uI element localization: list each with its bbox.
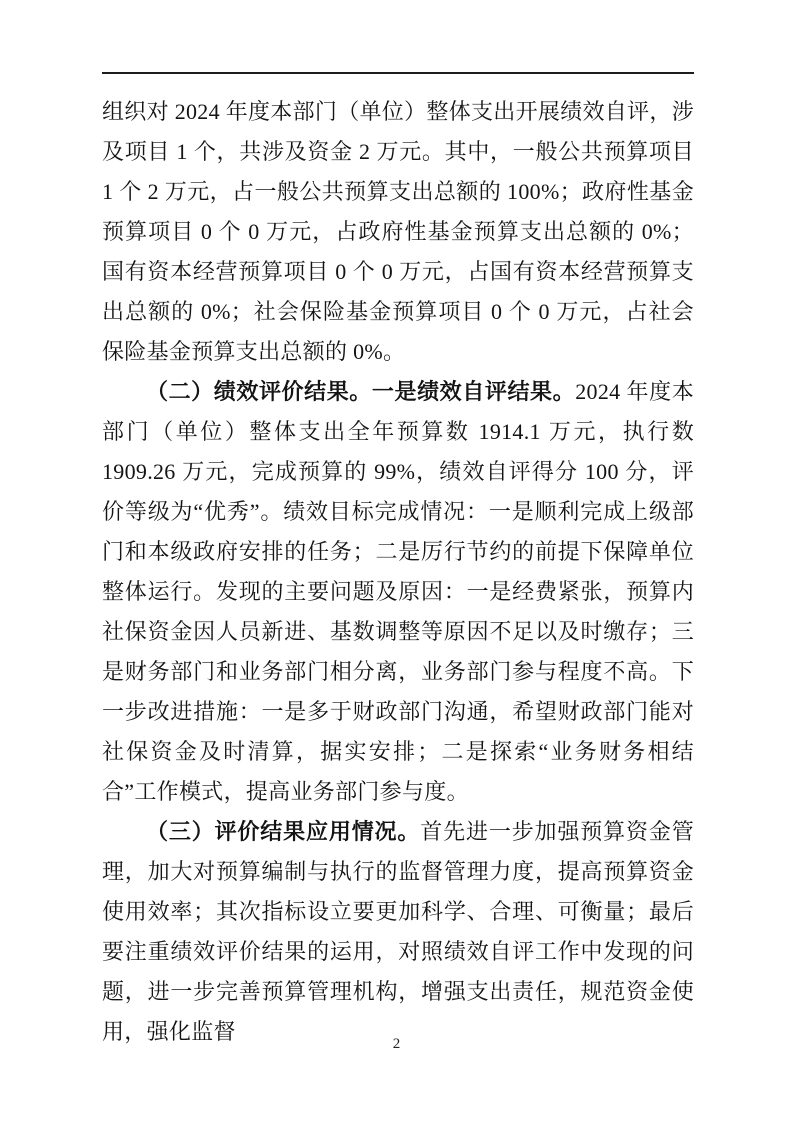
paragraph-section-2 xyxy=(102,372,694,812)
document-body xyxy=(102,92,694,1052)
paragraph-section-3 xyxy=(102,812,694,1052)
page-number: 2 xyxy=(392,1036,401,1052)
header-rule xyxy=(102,72,694,74)
paragraph-continuation-text: 组织对 2024 年度本部门（单位）整体支出开展绩效自评，涉及项目 1 个，共涉及资金 2 万元。其中，一般公共预算项目 1 个 2 万元，占一般公共预算支出总额的 100%；政府性基金预算项目 0 个 0 万元，占政府性基金预算支出总额的 0%；国有资本经营预算项目 0 个 0 万元，占国有资本经营预算支出总额的 0%；社会保险基金预算项目 0 个 0 万元，占社会保险基金预算支出总额的 0%。 xyxy=(102,99,695,364)
section-3-heading: （三）评价结果应用情况。 xyxy=(146,819,421,844)
section-2-subheading: 一是绩效自评结果。 xyxy=(371,379,576,404)
page-footer xyxy=(0,1034,793,1054)
paragraph-continuation xyxy=(102,92,694,372)
section-2-heading: （二）绩效评价结果。 xyxy=(146,379,372,404)
section-2-body-text: 2024 年度本部门（单位）整体支出全年预算数 1914.1 万元，执行数 1909.26 万元，完成预算的 99%，绩效自评得分 100 分，评价等级为“优秀”。绩效目标完成情况：一是顺利完成上级部门和本级政府安排的任务；二是厉行节约的前提下保障单位整体运行。发现的主要问题及原因：一是经费紧张，预算内社保资金因人员新进、基数调整等原因不足以及时缴存；三是财务部门和业务部门相分离，业务部门参与程度不高。下一步改进措施：一是多于财政部门沟通，希望财政部门能对社保资金及时清算，据实安排；二是探索“业务财务相结合”工作模式，提高业务部门参与度。 xyxy=(102,379,694,804)
section-3-body-text: 首先进一步加强预算资金管理，加大对预算编制与执行的监督管理力度，提高预算资金使用效率；其次指标设立要更加科学、合理、可衡量；最后要注重绩效评价结果的运用，对照绩效自评工作中发现的问题，进一步完善预算管理机构，增强支出责任，规范资金使用，强化监督 xyxy=(102,819,694,1044)
